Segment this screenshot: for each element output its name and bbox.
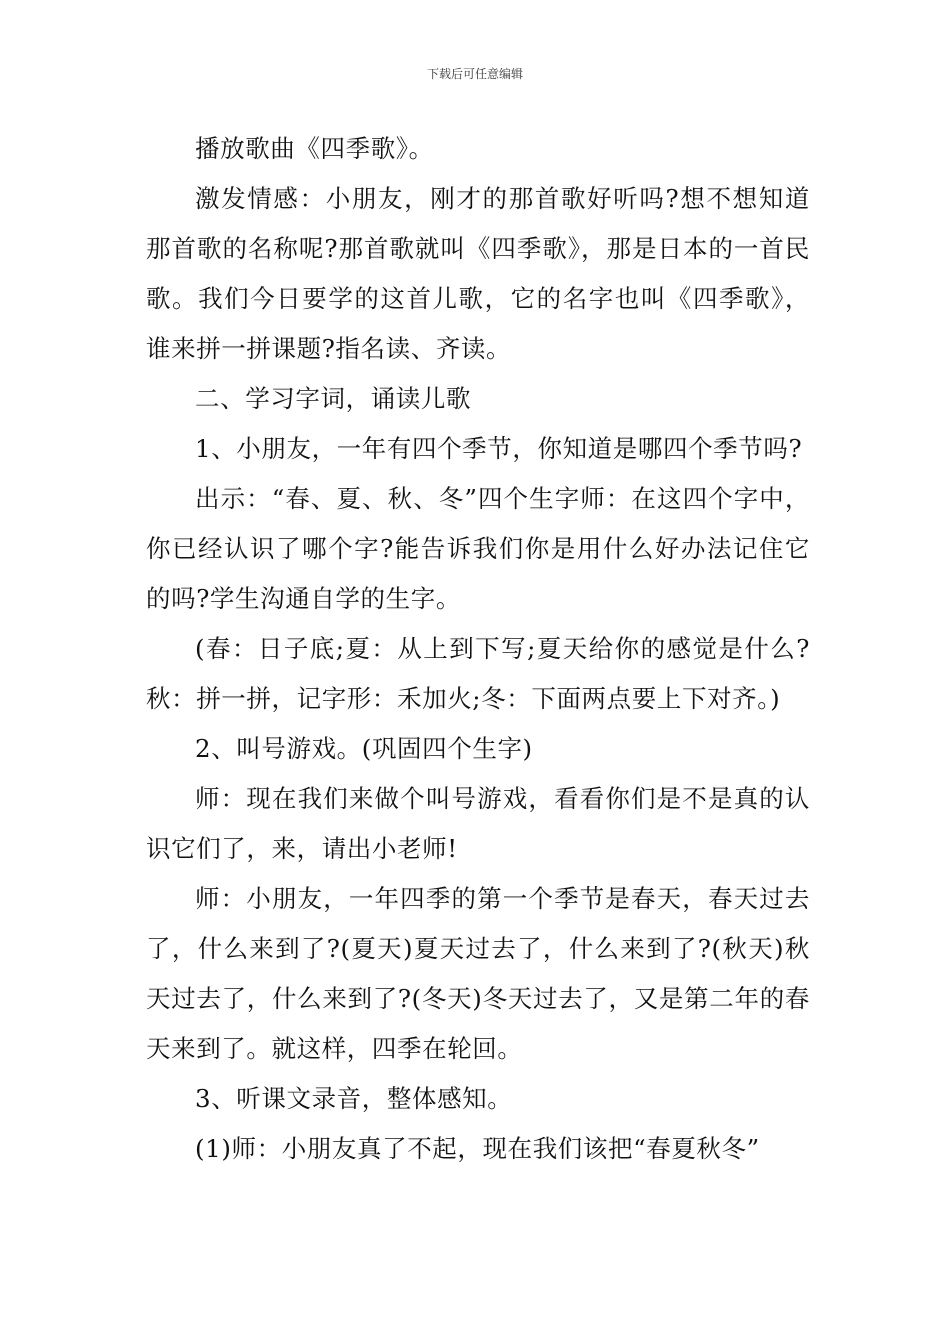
section-heading-learn-words: 二、学习字词，诵读儿歌	[195, 384, 472, 413]
paragraph-teacher-game-intro: 师：现在我们来做个叫号游戏，看看你们是不是真的认识它们了，来，请出小老师!	[146, 784, 810, 863]
document-body	[146, 124, 810, 1174]
paragraph-listen-recording: 3、听课文录音，整体感知。	[195, 1084, 513, 1113]
paragraph-teacher-praise: (1)师：小朋友真了不起，现在我们该把“春夏秋冬”	[195, 1134, 760, 1163]
paragraph-play-song: 播放歌曲《四季歌》。	[195, 134, 434, 163]
paragraph-character-notes: (春：日子底;夏：从上到下写;夏天给你的感觉是什么?秋：拼一拼，记字形：禾加火;冬：下面两点要上下对齐。)	[146, 634, 810, 713]
page-header: 下载后可任意编辑	[426, 67, 523, 81]
paragraph-inspire-emotion: 激发情感：小朋友，刚才的那首歌好听吗?想不想知道那首歌的名称呢?那首歌就叫《四季歌》，那是日本的一首民歌。我们今日要学的这首儿歌，它的名字也叫《四季歌》，谁来拼一拼课题?指名读、齐读。	[146, 184, 810, 363]
paragraph-four-seasons-question: 1、小朋友，一年有四个季节，你知道是哪四个季节吗?	[195, 434, 803, 463]
paragraph-calling-game: 2、叫号游戏。(巩固四个生字)	[195, 734, 533, 763]
paragraph-show-characters: 出示：“春、夏、秋、冬”四个生字师：在这四个字中，你已经认识了哪个字?能告诉我们你是用什么好办法记住它的吗?学生沟通自学的生字。	[146, 484, 810, 613]
paragraph-teacher-seasons-cycle: 师：小朋友，一年四季的第一个季节是春天，春天过去了，什么来到了?(夏天)夏天过去了，什么来到了?(秋天)秋天过去了，什么来到了?(冬天)冬天过去了，又是第二年的春天来到了。就这样，四季在轮回。	[146, 884, 810, 1063]
